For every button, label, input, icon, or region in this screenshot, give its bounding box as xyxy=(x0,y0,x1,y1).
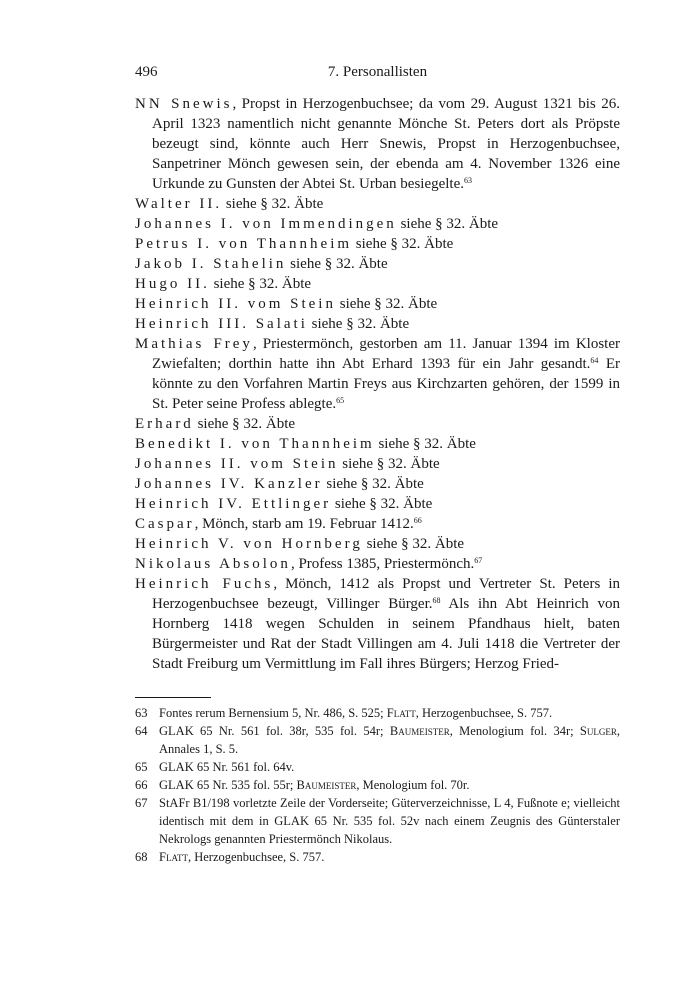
footnote-number: 67 xyxy=(135,796,148,810)
footnote-ref: 66 xyxy=(413,516,422,525)
list-entry xyxy=(135,434,620,454)
footnote-divider xyxy=(135,697,211,698)
list-entry xyxy=(135,334,620,414)
entry-text: siehe § 32. Äbte xyxy=(331,496,433,512)
footnote-text: GLAK 65 Nr. 535 fol. 55r; xyxy=(159,778,297,792)
entry-text: siehe § 32. Äbte xyxy=(286,256,388,272)
list-entry xyxy=(135,294,620,314)
list-entry xyxy=(135,414,620,434)
entry-name: Erhard xyxy=(135,416,194,432)
entry-text: siehe § 32. Äbte xyxy=(374,436,476,452)
list-entry xyxy=(135,254,620,274)
list-entry xyxy=(135,554,620,574)
entry-text-continued: Als ihn Abt Heinrich von Hornberg 1418 wegen Schulden in seinem Pfandhaus hielt, baten Bürgermeister und Rat der Stadt Villingen am 4. Juli 1418 die Vertreter der Stadt Freiburg um Vermittlung im Fall ihres Bürgers; Herzog Fried- xyxy=(152,596,620,672)
personnel-list xyxy=(135,94,620,674)
entry-text: siehe § 32. Äbte xyxy=(193,416,296,432)
footnote-text: Fontes rerum Bernensium 5, Nr. 486, S. 525; xyxy=(159,706,387,720)
footnote xyxy=(135,794,620,848)
entry-name: Nikolaus Absolon xyxy=(135,556,291,572)
footnote-text: GLAK 65 Nr. 561 fol. 38r, 535 fol. 54r; xyxy=(159,724,390,738)
footnote-ref: 64 xyxy=(590,356,599,365)
entry-text: , Mönch, 1412 als Propst und Vertreter St. Peters in Herzogenbuchsee bezeugt, Villinger Bürger. xyxy=(152,576,620,612)
entry-text: , Propst in Herzogenbuchsee; da vom 29. August 1321 bis 26. April 1323 namentlich nicht genannte Mönche St. Peters dort als Pröpste bezeugt sind, könnte auch Herr Snewis, Propst in Herzogenbuchsee, Sanpetriner Mönch gewesen sein, der ebenda am 4. November 1326 eine Urkunde zu Gunsten der Abtei St. Urban besiegelte. xyxy=(152,96,620,192)
list-entry xyxy=(135,454,620,474)
entry-name: Mathias Frey xyxy=(135,336,253,352)
footnote-text: , Annales 1, S. 5. xyxy=(159,724,620,756)
entry-text: siehe § 32. Äbte xyxy=(338,456,440,472)
entry-text: , Mönch, starb am 19. Februar 1412. xyxy=(194,516,414,532)
footnote-number: 63 xyxy=(135,706,148,720)
list-entry xyxy=(135,234,620,254)
list-entry xyxy=(135,534,620,554)
footnote-text: , Menologium fol. 70r. xyxy=(356,778,470,792)
running-head: 7. Personallisten xyxy=(327,64,428,80)
entry-name: Heinrich Fuchs xyxy=(135,576,274,592)
list-entry xyxy=(135,214,620,234)
entry-text: siehe § 32. Äbte xyxy=(362,536,465,552)
entry-text: , Profess 1385, Priestermönch. xyxy=(290,556,475,572)
list-entry xyxy=(135,574,620,674)
entry-name: Heinrich IV. Ettlinger xyxy=(135,496,332,512)
entry-text: siehe § 32. Äbte xyxy=(352,236,454,252)
entry-name: NN Snewis xyxy=(135,96,233,112)
footnote-text: , Herzogenbuchsee, S. 757. xyxy=(187,850,325,864)
entry-name: Heinrich III. Salati xyxy=(135,316,308,332)
list-entry xyxy=(135,194,620,214)
entry-name: Heinrich V. von Hornberg xyxy=(135,536,363,552)
entry-name: Johannes I. von Immendingen xyxy=(135,216,397,232)
footnote-number: 68 xyxy=(135,850,148,864)
entry-name: Heinrich II. vom Stein xyxy=(135,296,336,312)
entry-name: Johannes IV. Kanzler xyxy=(135,476,323,492)
footnote xyxy=(135,704,620,722)
entry-name: Benedikt I. von Thannheim xyxy=(135,436,375,452)
footnote-ref: 65 xyxy=(336,396,345,405)
footnote-text: StAFr B1/198 vorletzte Zeile der Vorderseite; Güterverzeichnisse, L 4, Fußnote e; vielleicht identisch mit dem in GLAK 65 Nr. 535 fol. 52v nach einem Zeugnis des Günterstaler Nekrologs genannten Priestermönch Nikolaus. xyxy=(159,796,620,846)
footnote-number: 66 xyxy=(135,778,148,792)
page-number: 496 xyxy=(135,64,158,80)
author-name: Sulger xyxy=(579,724,617,738)
author-name: Baumeister xyxy=(296,778,357,792)
footnote-number: 64 xyxy=(135,724,148,738)
footnote-ref: 68 xyxy=(432,596,441,605)
entry-text: , Priestermönch, gestorben am 11. Januar 1394 im Kloster Zwiefalten; dorthin hatte ihn Abt Erhard 1393 für ein Jahr gesandt. xyxy=(152,336,620,372)
footnotes xyxy=(135,704,620,866)
entry-name: Hugo II. xyxy=(135,276,210,292)
list-entry xyxy=(135,514,620,534)
list-entry xyxy=(135,94,620,194)
entry-text: siehe § 32. Äbte xyxy=(222,196,324,212)
entry-text: siehe § 32. Äbte xyxy=(322,476,424,492)
footnote-text: , Herzogenbuchsee, S. 757. xyxy=(415,706,553,720)
entry-text: siehe § 32. Äbte xyxy=(396,216,499,232)
entry-name: Walter II. xyxy=(135,196,223,212)
entry-text-continued: Er könnte zu den Vorfahren Martin Freys aus Kirchzarten gehören, der 1599 in St. Peter seine Profess ablegte. xyxy=(152,356,620,412)
entry-name: Johannes II. vom Stein xyxy=(135,456,339,472)
footnote xyxy=(135,848,620,866)
footnote-ref: 63 xyxy=(464,176,473,185)
list-entry xyxy=(135,494,620,514)
footnote-text: GLAK 65 Nr. 561 fol. 64v. xyxy=(159,760,295,774)
footnote xyxy=(135,758,620,776)
footnote-ref: 67 xyxy=(474,556,483,565)
entry-text: siehe § 32. Äbte xyxy=(335,296,438,312)
footnote xyxy=(135,776,620,794)
list-entry xyxy=(135,314,620,334)
author-name: Flatt xyxy=(159,850,188,864)
footnote xyxy=(135,722,620,758)
entry-text: siehe § 32. Äbte xyxy=(209,276,312,292)
entry-name: Jakob I. Stahelin xyxy=(135,256,287,272)
entry-text: siehe § 32. Äbte xyxy=(307,316,410,332)
list-entry xyxy=(135,274,620,294)
author-name: Flatt xyxy=(386,706,416,720)
footnote-text: , Menologium fol. 34r; xyxy=(449,724,580,738)
entry-name: Caspar xyxy=(135,516,195,532)
author-name: Baumeister xyxy=(389,724,450,738)
list-entry xyxy=(135,474,620,494)
entry-name: Petrus I. von Thannheim xyxy=(135,236,353,252)
footnote-number: 65 xyxy=(135,760,148,774)
